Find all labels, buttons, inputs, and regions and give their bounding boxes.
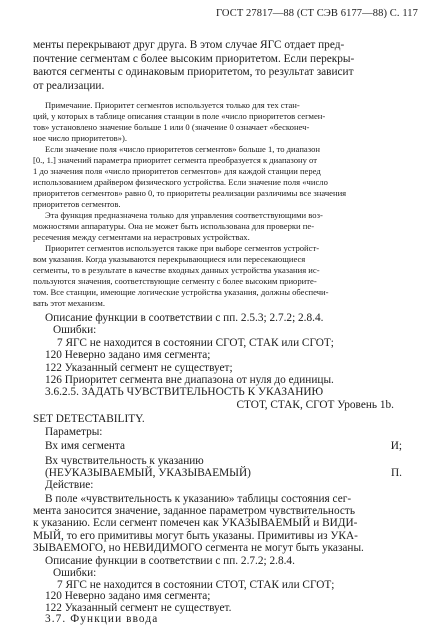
text-line: Параметры: (45, 426, 103, 439)
note-line: ций, у которых в таблице описания станции в поле «число приоритетов сегмен- (33, 111, 326, 121)
text-line: Описание функции в соответствии с пп. 2.7.2; 2.8.4. (45, 554, 295, 567)
text-line: почтение сегментам с более высоким приоритетом. Если перекры- (33, 53, 355, 65)
section-heading: 3.6.2.5. ЗАДАТЬ ЧУВСТВИТЕЛЬНОСТЬ К УКАЗАНИЮ (45, 386, 324, 399)
note-line: приоритетов сегментов. (33, 199, 121, 209)
text-line: ваются сегменты с одинаковым приоритетом, то результат зависит (33, 66, 354, 78)
note-line: Эта функция предназначена только для управления соответствующими воз- (45, 210, 323, 220)
parameter-type: П. (391, 466, 402, 479)
note-line: Приоритет сегментов используется также при выборе сегментов устройст- (45, 243, 320, 253)
text-line: ЗЫВАЕМОГО, но НЕВИДИМОГО сегмента не могут быть указаны. (33, 542, 364, 555)
text-line: Описание функции в соответствии с пп. 2.5.3; 2.7.2; 2.8.4. (45, 312, 324, 324)
note-line: приоритетов сегментов» равно 0, то приоритеты реализации различимы все значения (33, 188, 347, 198)
note-line: ресечения между сегментами на нерастровых устройствах. (33, 232, 250, 242)
parameter-type: И; (390, 439, 402, 452)
error-line: 120 Неверно задано имя сегмента; (45, 590, 211, 602)
note-line: вать этот механизм. (33, 298, 105, 308)
parameter-name: Вх имя сегмента (45, 439, 126, 452)
text-line: Действие: (45, 479, 94, 492)
note-line: Примечание. Приоритет сегментов используется только для тех стан- (45, 100, 300, 110)
parameter-name: Вх чувствительность к указанию (45, 454, 204, 467)
error-line: 122 Указанный сегмент не существует. (45, 601, 232, 614)
note-line: использованием драйвером физического устройства. Если значение поля «число (33, 177, 328, 187)
parameter-values: (НЕУКАЗЫВАЕМЫЙ, УКАЗЫВАЕМЫЙ) (45, 466, 251, 479)
note-line: ное число приоритетов»). (33, 133, 127, 143)
error-line: 122 Указанный сегмент не существует; (45, 361, 233, 374)
note-line: пользуются значения, соответствующие сегменту с более высоким приорите- (33, 276, 317, 286)
text-line: мента заносится значение, заданное параметром чувствительность (33, 505, 355, 517)
text-line: В поле «чувствительность к указанию» таблицы состояния сег- (45, 492, 352, 505)
text-line: МЫЙ, то его примитивы могут быть указаны. Примитивы из УКА- (33, 529, 358, 542)
text-line: от реализации. (33, 80, 105, 92)
note-line: можностями аппаратуры. Она не может быть использована для проверки пе- (33, 221, 315, 231)
section-heading: 3.7. Функции ввода (45, 613, 159, 625)
text-line: менты перекрывают друг друга. В этом случае ЯГС отдает пред- (33, 39, 345, 51)
text-line: Ошибки: (53, 567, 97, 579)
text-line: к указанию. Если сегмент помечен как УКАЗЫВАЕМЫЙ и ВИДИ- (33, 517, 358, 530)
error-line: 7 ЯГС не находится в состоянии СГОТ, СТАК или СГОТ; (57, 336, 334, 349)
note-line: вом указания. Когда указываются перекрывающиеся или пересекающиеся (33, 254, 306, 264)
note-line: Если значение поля «число приоритетов сегментов» больше 1, то диапазон (45, 144, 320, 154)
error-line: 126 Приоритет сегмента вне диапазона от нуля до единицы. (45, 374, 334, 386)
note-line: том. Все станции, имеющие логические устройства указания, должны обеспечи- (33, 287, 329, 297)
page-header: ГОСТ 27817—88 (СТ СЭВ 6177—88) С. 117 (216, 8, 418, 19)
note-line: сегменты, то в результате в качестве входных данных устройства указания ис- (33, 265, 320, 275)
function-name: SET DETECTABILITY. (33, 412, 145, 425)
note-line: тов» установлено значение больше 1 или 0 (значение 0 означает «бесконеч- (33, 122, 310, 132)
error-line: 7 ЯГС не находится в состоянии СТОТ, СТАК или СГОТ; (57, 578, 335, 591)
note-line: 1 до значения поля «число приоритетов сегментов» для каждой станции перед (33, 166, 321, 176)
text-line: Ошибки: (53, 324, 97, 337)
note-line: [0., 1.] значений параметра приоритет сегмента преобразуется к диапазону от (33, 155, 317, 165)
section-level: СТОТ, СТАК, СГОТ Уровень 1b. (236, 398, 394, 411)
error-line: 120 Неверно задано имя сегмента; (45, 349, 211, 362)
